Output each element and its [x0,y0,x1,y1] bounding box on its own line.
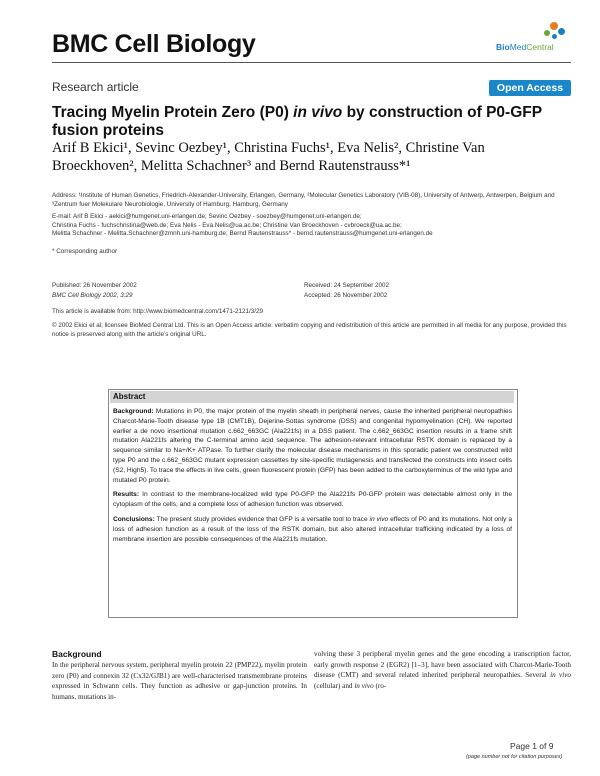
abstract-background-text: Mutations in P0, the major protein of the myelin sheath in peripheral nerves, cause the inherited peripheral neuropathies Charcot-Marie-Tooth disease type 1B (CMT1B), Dejerine-Sottas syndrome (DSS) and congenital hypomyelination (CH). We reported earlier a de novo insertional mutation c.662_663GC (Ala221fs) in a DSS patient. The c.662_663GC insertion results in a frame shift mutation Ala221fs altering the C-terminal amino acid sequence. The adhesion-relevant intracellular RSTK domain is replaced by a sequence similar to Na+/K+ ATPase. To further clarify the molecular disease mechanisms in this sporadic patient we constructed wild type P0 and the c.662_663GC mutant expression cassettes by site-specific mutagenesis and transfected the constructs into insect cells (S2, High5). To trace the effects in live cells, green fluorescent protein (GFP) has been added to the carboxyterminus of the wild type and mutated P0 protein. [113,408,512,484]
logo-central: Central [526,42,554,52]
page-number: Page 1 of 9 [510,741,554,751]
publication-info-right [304,282,534,301]
body-left-column: In the peripheral nervous system, peripheral myelin protein 22 (PMP22), myelin protein zero (P0) and connexin 32 (Cx32/GJB1) are well-characterised transmembrane proteins expressed in Schwann cells. They function as adhesive or gap-junction proteins. In humans, mutations in- [52,661,307,701]
biomed-central-logo [496,22,566,58]
abstract-heading: Abstract [113,392,146,401]
email-line[interactable]: Melitta Schachner - Melitta.Schachner@zmnh.uni-hamburg.de; Bernd Rautenstrauss* - bernd.rautenstrauss@humgenet.uni-erlangen.de [52,230,433,238]
abstract-conclusions-text-2: effects of P0 and its mutations. Not only a loss of adhesion function as a result of the loss of the RSTK domain, but also altered intracellular trafficking indicated by a loss of membrane insertion are possible consequences of the Ala221fs mutation. [113,515,512,543]
logo-wordmark [496,42,554,52]
abstract-heading-bar [110,391,514,403]
accepted-date: Accepted: 26 November 2002 [304,291,388,299]
page-number-note: (page number not for citation purposes) [466,754,563,760]
logo-med: Med [509,42,527,52]
header-divider [52,62,571,63]
author-emails [52,213,571,239]
author-list: Arif B Ekici¹, Sevinc Oezbey¹, Christina Fuchs¹, Eva Nelis², Christine Van Broeckhoven², Melitta Schachner³ and Bernd Rautenstrauss*¹ [52,140,485,174]
abstract-conclusions-label: Conclusions: [113,515,155,523]
journal-title: BMC Cell Biology [52,30,256,58]
email-line[interactable]: Christina Fuchs - fuchschristina@web.de; Eva Nelis - Eva.Nelis@ua.ac.be; Christine Van Broeckhoven - cvbroeck@ua.ac.be; [52,221,402,229]
title-part1: Tracing Myelin Protein Zero (P0) [52,104,294,121]
abstract-body [113,407,512,549]
abstract-results-text: In contrast to the membrane-localized wild type P0-GFP the Ala221fs P0-GFP protein was detectable almost only in the cytoplasm of the cells, and a complete loss of adhesion function was observed. [113,491,512,509]
right-italic-2: in vivo [354,681,374,690]
publication-info-left [52,282,282,301]
abstract-conclusions-text-1: The present study provides evidence that GFP is a versatile tool to trace [154,515,370,523]
body-right-column [314,649,571,691]
received-date: Received: 24 September 2002 [304,282,390,289]
abstract-conclusions-italic: in vivo [369,515,389,523]
abstract-conclusions [113,515,512,544]
abstract-background-label: Background: [113,408,154,415]
affiliation-address: Address: ¹Institute of Human Genetics, Friedrich-Alexander-University, Erlangen, Germany, ²Molecular Genetics Laboratory (VIB-08), University of Antwerp, Antwerpen, Belgium and ³Zentrum fuer Molekulare Neurobiologie, University of Hamburg, Hamburg, Germany [52,192,555,208]
open-access-badge[interactable]: Open Access [489,80,571,96]
article-url[interactable]: This article is available from: http://www.biomedcentral.com/1471-2121/3/29 [52,308,264,315]
article-type: Research article [52,80,139,94]
abstract-results-label: Results: [113,491,140,499]
corresponding-author-note: * Corresponding author [52,248,118,255]
title-part2: by construction of P0-GFP fusion proteins [52,104,542,139]
right-text-1: volving these 3 peripheral myelin genes and the gene encoding a transcription factor, early growth response 2 (EGR2) [1–3], have been associated with Charcot-Marie-Tooth disease (CMT) and several related inherited peripheral neuropathies. Several [314,650,571,680]
abstract-background [113,407,512,485]
title-italic: in vivo [293,104,343,121]
abstract-results [113,490,512,510]
published-date: Published: 26 November 2002 [52,282,137,289]
copyright-notice: © 2002 Ekici et al; licensee BioMed Central Ltd. This is an Open Access article: verbatim copying and redistribution of this article are permitted in all media for any purpose, provided this notice is preserved along with the article's original URL. [52,322,567,338]
article-title [52,104,571,140]
right-italic-1: in vivo [550,671,571,680]
citation: BMC Cell Biology 2002, 3:29 [52,291,133,299]
logo-dots-icon [536,22,566,42]
background-heading: Background [52,649,102,659]
logo-bio: Bio [496,42,510,52]
right-text-3: (ro- [373,681,387,690]
right-text-2: (cellular) and [314,681,355,690]
email-line[interactable]: E-mail: Arif B Ekici - aekici@humgenet.uni-erlangen.de; Sevinc Oezbey - soezbey@humgenet.uni-erlangen.de; [52,213,362,220]
